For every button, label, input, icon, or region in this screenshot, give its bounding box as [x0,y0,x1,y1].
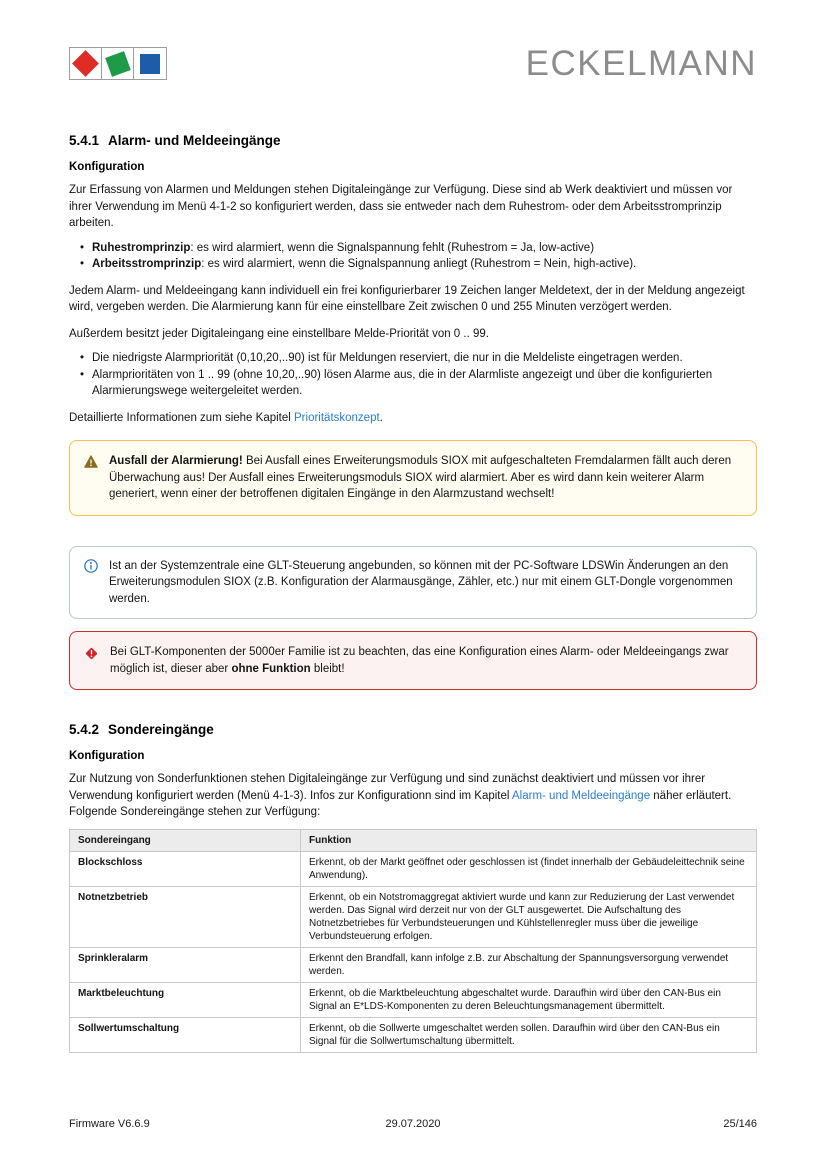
bullet-item-ruhestromprinzip: • Ruhestromprinzip: es wird alarmiert, wenn die Signalspannung fehlt (Ruhestrom = Ja, low-active) [69,240,757,257]
danger-notice-text: Bei GLT-Komponenten der 5000er Familie ist zu beachten, das eine Konfiguration eines Alarm- oder Meldeeingangs zwar möglich ist, dieser aber ohne Funktion bleibt! [110,646,729,675]
page-footer [69,1118,757,1130]
section-542-title: Sondereingänge [108,722,214,737]
table-row [70,947,757,982]
danger-notice-box [69,631,757,690]
cell-sondereingang: Marktbeleuchtung [70,982,301,1017]
cell-sondereingang: Blockschloss [70,851,301,886]
alarm-und-meldeeingaenge-link[interactable]: Alarm- und Meldeeingänge [512,789,651,802]
prioritaetskonzept-link[interactable]: Prioritätskonzept [294,411,380,424]
section-541-number: 5.4.1 [69,133,100,148]
table-row [70,1017,757,1052]
bullet-item-alarme: • Alarmprioritäten von 1 .. 99 (ohne 10,20,..90) lösen Alarme aus, die in der Alarmliste angezeigt und über die konfigurierten Alarmierungswege weitergeleitet werden. [69,367,757,400]
paragraph-prioritaet: Außerdem besitzt jeder Digitaleingang eine einstellbare Melde-Priorität von 0 .. 99. [69,327,489,340]
cell-sondereingang: Sprinkleralarm [70,947,301,982]
cell-funktion: Erkennt, ob die Sollwerte umgeschaltet werden sollen. Daraufhin wird über den CAN-Bus ein Signal für die Sollwertumschaltung übermittelt. [301,1017,757,1052]
sondereingaenge-table [69,829,757,1053]
info-notice-box [69,546,757,620]
logo-red-diamond-icon [70,48,102,79]
info-circle-icon [84,559,98,579]
footer-firmware-version: Firmware V6.6.9 [69,1118,150,1130]
section-542-heading [69,722,757,737]
footer-page-number: 25/146 [723,1118,757,1130]
column-header-sondereingang: Sondereingang [70,829,301,851]
eckelmann-logo [69,47,167,80]
warning-triangle-icon [84,455,98,474]
cell-funktion: Erkennt, ob ein Notstromaggregat aktiviert wurde und kann zur Reduzierung der Last verwendet werden. Das Signal wird derzeit nur von der GLT ausgewertet. Die Aufschaltung des Notnetzbetriebes für Verbundsteuerungen und Kühlstellenregler muss über die jeweilige Verbundsteuerung erfolgen. [301,886,757,947]
paragraph-erfassung: Zur Erfassung von Alarmen und Meldungen stehen Digitaleingänge zur Verfügung. Diese sind ab Werk deaktiviert und müssen vor ihrer Verwendung im Menü 4-1-2 so konfiguriert werden, dass sie entweder nach dem Ruhestrom- oder dem Arbeitsstromprinzip arbeiten. [69,184,733,229]
table-header-row [70,829,757,851]
cell-funktion: Erkennt den Brandfall, kann infolge z.B. zur Abschaltung der Spannungsversorgung verwendet werden. [301,947,757,982]
section-542-number: 5.4.2 [69,722,100,737]
paragraph-meldetext: Jedem Alarm- und Meldeeingang kann individuell ein frei konfigurierbarer 19 Zeichen langer Meldetext, der in der Meldung angezeigt wird, vergeben werden. Die Alarmierung kann für eine einstellbare Zeit zwischen 0 und 255 Minuten verzögert werden. [69,284,745,313]
logo-blue-square-icon [134,48,166,79]
footer-date: 29.07.2020 [385,1118,441,1130]
paragraph-sonderfunktionen: Zur Nutzung von Sonderfunktionen stehen Digitaleingänge zur Verfügung und sind zunächst deaktiviert und müssen vor ihrer Verwendung konfiguriert werden (Menü 4-1-3). Infos zur Konfigurationn sind im Kapitel Alarm- und Meldeeingänge näher erläutert. Folgende Sondereingänge stehen zur Verfügung: [69,773,732,818]
section-541-title: Alarm- und Meldeeingänge [108,133,281,148]
danger-diamond-icon [84,646,99,667]
konfiguration-subheading-542: Konfiguration [69,750,145,762]
table-row [70,851,757,886]
info-notice-text: Ist an der Systemzentrale eine GLT-Steuerung angebunden, so können mit der PC-Software LDSWin Änderungen an den Erweiterungsmodulen SIOX (z.B. Konfiguration der Alarmausgänge, Zähler, etc.) nur mit einem GLT-Dongle vorgenommen werden. [109,559,733,605]
table-row [70,982,757,1017]
table-row [70,886,757,947]
bullet-list-prioritaeten [69,350,757,400]
cell-sondereingang: Notnetzbetrieb [70,886,301,947]
section-541-heading [69,133,757,148]
logo-green-square-icon [102,48,134,79]
warning-notice-text: Ausfall der Alarmierung! Bei Ausfall eines Erweiterungsmoduls SIOX mit aufgeschalteten Fremdalarmen fällt auch deren Überwachung aus! Der Ausfall eines Erweiterungsmoduls SIOX wird alarmiert. Aber es wird dann kein weiterer Alarm generiert, wenn einer der betroffenen digitalen Eingänge in den Alarmzustand wechselt! [109,455,732,500]
brand-wordmark: ECKELMANN [525,44,757,83]
bullet-item-meldungen: • Die niedrigste Alarmpriorität (0,10,20,..90) ist für Meldungen reserviert, die nur in die Meldeliste eingetragen werden. [69,350,757,367]
paragraph-detaillierte-info: Detaillierte Informationen zum siehe Kapitel Prioritätskonzept. [69,411,383,424]
bullet-list-stromprinzip [69,240,757,273]
page-header [69,45,757,83]
konfiguration-subheading-541: Konfiguration [69,161,145,173]
warning-notice-box [69,440,757,516]
cell-funktion: Erkennt, ob der Markt geöffnet oder geschlossen ist (findet innerhalb der Gebäudeleittechnik seine Anwendung). [301,851,757,886]
bullet-item-arbeitsstromprinzip: • Arbeitsstromprinzip: es wird alarmiert, wenn die Signalspannung anliegt (Ruhestrom = Nein, high-active). [69,256,757,273]
cell-funktion: Erkennt, ob die Marktbeleuchtung abgeschaltet wurde. Daraufhin wird über den CAN-Bus ein Signal an E*LDS-Komponenten zu deren Beleuchtungsmanagement übermittelt. [301,982,757,1017]
cell-sondereingang: Sollwertumschaltung [70,1017,301,1052]
column-header-funktion: Funktion [301,829,757,851]
